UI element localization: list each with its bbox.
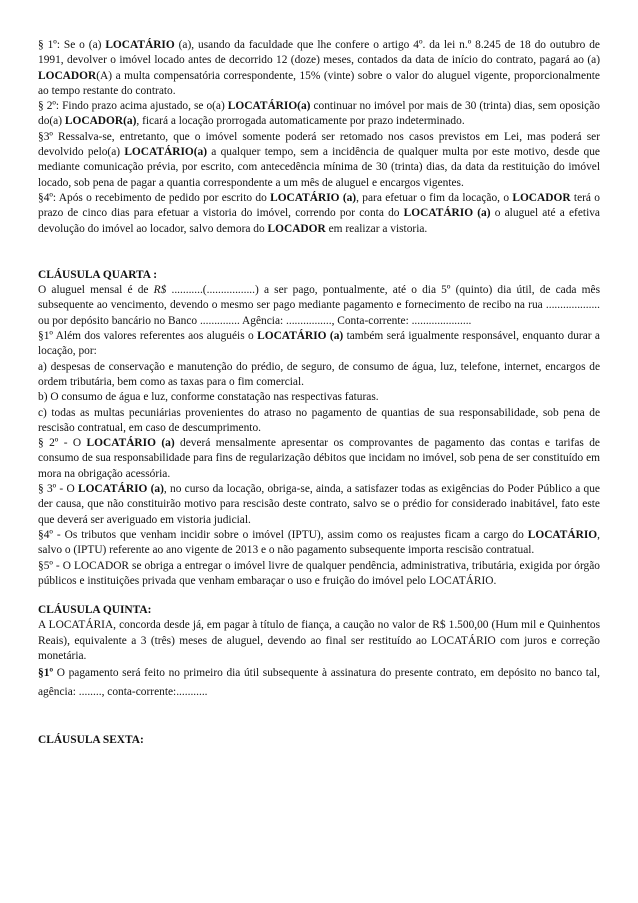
paragraph-1: § 1º: Se o (a) LOCATÁRIO (a), usando da faculdade que lhe confere o artigo 4º. da lei n.º 8.245 de 18 do outubro de 1991, devolver o imóvel locado antes de decorrido 12 (doze) meses, contados da data de início do contrato, pagará ao (a) LOCADOR(A) a multa compensatória correspondente, 15% (vinte) sobre o valor do aluguel vigente, proporcionalmente ao tempo restante do contrato. bbox=[38, 39, 600, 97]
spacer bbox=[38, 589, 600, 603]
clausula-quarta-item-a: a) despesas de conservação e manutenção do prédio, de seguro, de consumo de água, luz, telefone, internet, encargos de ordem tributária, bem como as taxas para o fim comercial. bbox=[38, 360, 600, 388]
spacer bbox=[38, 237, 600, 268]
clausula-quarta-s1: §1º Além dos valores referentes aos aluguéis o LOCATÁRIO (a) também será igualmente responsável, enquanto durar a locação, por: bbox=[38, 330, 600, 358]
paragraph-4: §4º: Após o recebimento de pedido por escrito do LOCATÁRIO (a), para efetuar o fim da locação, o LOCADOR terá o prazo de cinco dias para efetuar a vistoria do imóvel, correndo por conta do LOCATÁRIO (a) o aluguel até a efetiva devolução do imóvel ao locador, salvo demora do LOCADOR em realizar a vistoria. bbox=[38, 191, 600, 235]
clausula-quinta-s1: §1º O pagamento será feito no primeiro dia útil subsequente à assinatura do presente contrato, em depósito no banco tal, agência: ........, conta-corrente:........... bbox=[38, 667, 600, 699]
clausula-quarta-s5: §5º - O LOCADOR se obriga a entregar o imóvel livre de qualquer pendência, administrativa, tributária, exigida por órgão públicos e instituições privada que venham embaraçar o uso e fruição do imóvel pelo LOCATÁRIO. bbox=[38, 559, 600, 587]
clausula-quarta-s3: § 3º - O LOCATÁRIO (a), no curso da locação, obriga-se, ainda, a satisfazer todas as exigências do Poder Público a que der causa, que não constituirão motivo para rescisão deste contrato, salvo se o prédio for considerado inabitável, fato este que deverá ser averiguado em vistoria judicial. bbox=[38, 483, 600, 526]
clausula-quarta-intro: O aluguel mensal é de R$ ...........(.................) a ser pago, pontualmente, até o dia 5º (quinto) dia útil, de cada mês subsequente ao vencimento, devendo o mesmo ser pago mediante pagamento e fornecimento de recibo na rua ................... ou por depósito bancário no Banco .............. Agência: ................, Conta-corrente: ..................... bbox=[38, 284, 601, 327]
clausula-quarta-s4: §4º - Os tributos que venham incidir sobre o imóvel (IPTU), assim como os reajustes ficam a cargo do LOCATÁRIO, salvo o (IPTU) referente ao ano vigente de 2013 e o não pagamento subsequente importa rescisão contratual. bbox=[38, 528, 600, 557]
spacer bbox=[38, 702, 600, 733]
clausula-sexta-title: CLÁUSULA SEXTA: bbox=[38, 734, 144, 747]
clausula-quarta-item-b: b) O consumo de água e luz, conforme constatação nas respectivas faturas. bbox=[38, 391, 379, 404]
clausula-quinta-text: A LOCATÁRIA, concorda desde já, em pagar à título de fiança, a caução no valor de R$ 1.500,00 (Hum mil e Quinhentos Reais), equivalente a 3 (três) meses de aluguel, devendo ao final ser restituído ao LOCATÁRIO com juros e correção monetária. bbox=[38, 619, 600, 662]
clausula-quarta-s2: § 2º - O LOCATÁRIO (a) deverá mensalmente apresentar os comprovantes de pagamento das contas e tarifas de consumo de sua responsabilidade para fins de regularização débitos que incidam no imóvel, sob pena de ser constituído em mora na obrigação acessória. bbox=[38, 437, 600, 480]
paragraph-2: § 2º: Findo prazo acima ajustado, se o(a) LOCATÁRIO(a) continuar no imóvel por mais de 30 (trinta) dias, sem oposição do(a) LOCADOR(a), ficará a locação prorrogada automaticamente por prazo indeterminado. bbox=[38, 100, 600, 128]
clausula-quarta-title: CLÁUSULA QUARTA : bbox=[38, 268, 158, 281]
paragraph-3: §3º Ressalva-se, entretanto, que o imóvel somente poderá ser retomado nos casos previstos em Lei, mas poderá ser devolvido pelo(a) LOCATÁRIO(a) a qualquer tempo, sem a incidência de qualquer multa por este motivo, desde que mediante comunicação prévia, por escrito, com antecedência mínima de 30 (trinta) dias, da data da restituição do imóvel locado, sob pena de pagar a quantia correspondente a um mês de aluguel e encargos vigentes. bbox=[38, 130, 600, 189]
clausula-quinta-title: CLÁUSULA QUINTA: bbox=[38, 604, 152, 617]
clausula-quarta-item-c: c) todas as multas pecuniárias provenientes do atraso no pagamento de quantias de sua responsabilidade, sob pena de rescisão contratual, em caso de descumprimento. bbox=[38, 406, 600, 434]
